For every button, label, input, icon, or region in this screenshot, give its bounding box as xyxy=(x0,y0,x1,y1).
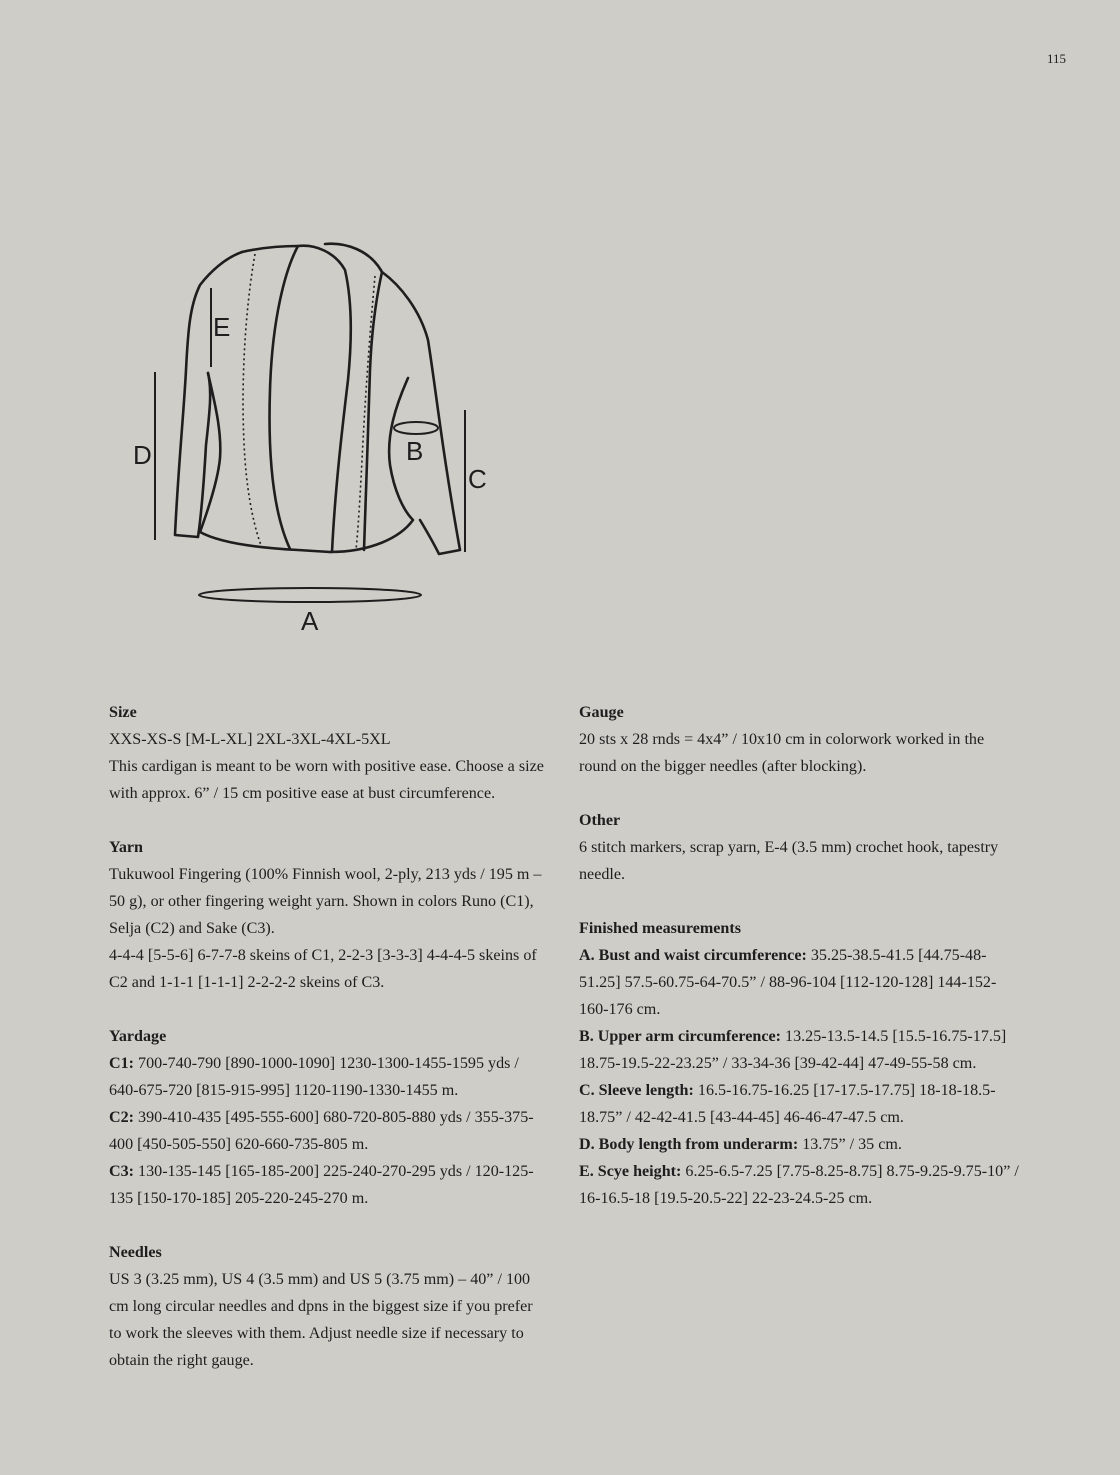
yardage-section xyxy=(109,1023,549,1212)
yarn-line-2: 4-4-4 [5-5-6] 6-7-7-8 skeins of C1, 2-2-3 [3-3-3] 4-4-4-5 skeins of C2 and 1-1-1 [1-1-1] 2-2-2-2 skeins of C3. xyxy=(109,947,537,991)
measurement-b: B. Upper arm circumference: 13.25-13.5-14.5 [15.5-16.75-17.5] 18.75-19.5-22-23.25” / 33-34-36 [39-42-44] 47-49-55-58 cm. xyxy=(579,1028,1007,1072)
cardigan-left-sleeve xyxy=(175,252,242,537)
label-c: C xyxy=(468,464,487,494)
cardigan-left-body xyxy=(200,373,330,552)
other-line-1: 6 stitch markers, scrap yarn, E-4 (3.5 mm) crochet hook, tapestry needle. xyxy=(579,839,999,883)
size-heading: Size xyxy=(109,704,137,721)
gauge-line-1: 20 sts x 28 rnds = 4x4” / 10x10 cm in colorwork worked in the round on the bigger needles (after blocking). xyxy=(579,731,985,775)
cardigan-collar xyxy=(298,246,351,552)
finished-heading: Finished measurements xyxy=(579,920,741,937)
needles-heading: Needles xyxy=(109,1244,162,1261)
other-heading: Other xyxy=(579,812,621,829)
yardage-c3: C3: 130-135-145 [165-185-200] 225-240-270-295 yds / 120-125-135 [150-170-185] 205-220-245-270 m. xyxy=(109,1163,534,1207)
label-a: A xyxy=(301,606,319,636)
yarn-heading: Yarn xyxy=(109,839,143,856)
yardage-c2: C2: 390-410-435 [495-555-600] 680-720-805-880 yds / 355-375-400 [450-505-550] 620-660-735-805 m. xyxy=(109,1109,534,1153)
measure-b-ellipse xyxy=(394,422,438,434)
yarn-line-1: Tukuwool Fingering (100% Finnish wool, 2-ply, 213 yds / 195 m – 50 g), or other fingering weight yarn. Shown in colors Runo (C1), Selja (C2) and Sake (C3). xyxy=(109,866,542,937)
label-b: B xyxy=(406,436,424,466)
left-seam-line xyxy=(243,254,262,548)
size-line-2: This cardigan is meant to be worn with positive ease. Choose a size with approx. 6” / 15 cm positive ease at bust circumference. xyxy=(109,758,544,802)
gauge-section xyxy=(579,699,1019,780)
measurement-d: D. Body length from underarm: 13.75” / 35 cm. xyxy=(579,1136,902,1153)
needles-section xyxy=(109,1239,549,1374)
label-e: E xyxy=(213,312,231,342)
other-section xyxy=(579,807,1019,888)
measurement-e: E. Scye height: 6.25-6.5-7.25 [7.75-8.25-8.75] 8.75-9.25-9.75-10” / 16-16.5-18 [19.5-20.5-22] 22-23-24.5-25 cm. xyxy=(579,1163,1019,1207)
yardage-heading: Yardage xyxy=(109,1028,167,1045)
measurement-a: A. Bust and waist circumference: 35.25-38.5-41.5 [44.75-48-51.25] 57.5-60.75-64-70.5” / 88-96-104 [112-120-128] 144-152-160-176 cm. xyxy=(579,947,997,1018)
measure-a-ellipse xyxy=(199,588,421,602)
finished-section xyxy=(579,915,1019,1212)
page-number: 115 xyxy=(1046,51,1066,66)
measurement-c: C. Sleeve length: 16.5-16.75-16.25 [17-17.5-17.75] 18-18-18.5-18.75” / 42-42-41.5 [43-44-45] 46-46-47-47.5 cm. xyxy=(579,1082,996,1126)
yarn-section xyxy=(109,834,549,996)
label-d: D xyxy=(133,440,152,470)
yardage-c1: C1: 700-740-790 [890-1000-1090] 1230-1300-1455-1595 yds / 640-675-720 [815-915-995] 1120-1190-1330-1455 m. xyxy=(109,1055,519,1099)
size-line-1: XXS-XS-S [M-L-XL] 2XL-3XL-4XL-5XL xyxy=(109,731,391,748)
cardigan-right-body xyxy=(330,378,413,552)
size-section xyxy=(109,699,549,807)
needles-line-1: US 3 (3.25 mm), US 4 (3.5 mm) and US 5 (3.75 mm) – 40” / 100 cm long circular needles and dpns in the biggest size if you prefer to work the sleeves with them. Adjust needle size if necessary to obtain the right gauge. xyxy=(109,1271,533,1369)
cardigan-schematic xyxy=(120,230,520,650)
cardigan-front-right xyxy=(325,244,382,550)
gauge-heading: Gauge xyxy=(579,704,624,721)
right-column xyxy=(579,699,1019,1239)
left-column xyxy=(109,699,549,1401)
